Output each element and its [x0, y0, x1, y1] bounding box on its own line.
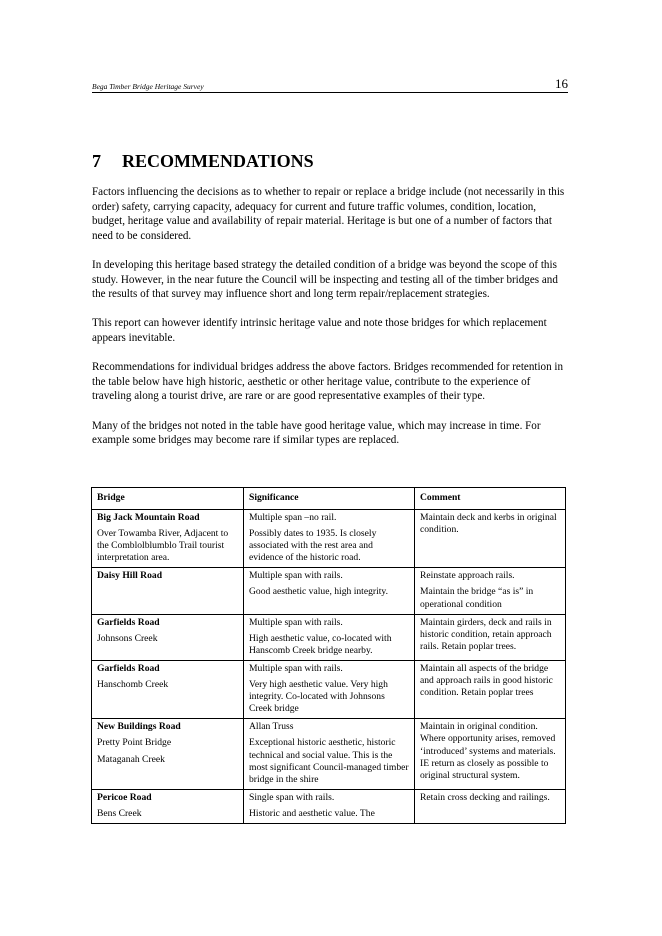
significance-cell: [244, 614, 415, 660]
column-header-significance: Significance: [244, 488, 415, 510]
page-header: [92, 78, 568, 93]
paragraph: This report can however identify intrinsic heritage value and note those bridges for which replacement appears inevitable.: [92, 317, 547, 344]
comment-cell: [415, 660, 566, 718]
significance-text: Historic and aesthetic value. The: [249, 807, 375, 819]
header-title: Bega Timber Bridge Heritage Survey: [92, 82, 204, 91]
bridge-road: Garfields Road: [97, 616, 160, 628]
significance-cell: [244, 660, 415, 718]
bridge-type: Multiple span with rails.: [249, 616, 343, 628]
table-row: [92, 568, 566, 614]
paragraph: Many of the bridges not noted in the table have good heritage value, which may increase in time. For example some bridges may become rare if similar types are replaced.: [92, 419, 541, 447]
comment-text: Maintain girders, deck and rails in historic condition, retain approach rails. Retain poplar trees.: [420, 616, 552, 652]
table-row: [92, 614, 566, 660]
significance-cell: [244, 568, 415, 614]
recommendations-table: [91, 487, 566, 824]
bridge-name: Pretty Point Bridge: [97, 737, 172, 749]
column-header-bridge: Bridge: [92, 488, 244, 510]
bridge-road: Garfields Road: [97, 662, 160, 674]
significance-cell: [244, 719, 415, 789]
comment-cell: [415, 789, 566, 823]
bridge-road: Pericoe Road: [97, 791, 152, 803]
table-row: [92, 660, 566, 718]
comment-text: Reinstate approach rails.: [420, 570, 515, 582]
table-header-row: [92, 488, 566, 510]
comment-text: Maintain all aspects of the bridge and approach rails in good historic condition. Retain poplar trees: [420, 662, 553, 699]
bridge-cell: [92, 510, 244, 568]
significance-cell: [244, 510, 415, 568]
comment-cell: [415, 568, 566, 614]
bridge-location: Bens Creek: [97, 807, 142, 819]
bridge-cell: [92, 568, 244, 614]
paragraph: Recommendations for individual bridges address the above factors. Bridges recommended for retention in the table below have high historic, aesthetic or other heritage value, contribute to the experience of traveling along a tourist drive, are rare or are good representative examples of their type.: [92, 361, 564, 403]
section-heading: [92, 151, 314, 172]
comment-cell: [415, 614, 566, 660]
page-number: 16: [555, 76, 568, 91]
significance-cell: [244, 789, 415, 823]
bridge-road: Daisy Hill Road: [97, 570, 163, 582]
section-title: RECOMMENDATIONS: [122, 151, 314, 171]
column-header-comment: Comment: [415, 488, 566, 510]
significance-text: Good aesthetic value, high integrity.: [249, 586, 388, 598]
bridge-cell: [92, 660, 244, 718]
bridge-cell: [92, 789, 244, 823]
comment-cell: [415, 510, 566, 568]
body-text: [92, 185, 567, 462]
comment-cell: [415, 719, 566, 789]
paragraph: In developing this heritage based strategy the detailed condition of a bridge was beyond the scope of this study. However, in the near future the Council will be inspecting and testing all of the timber bridges and the results of that survey may influence short and long term repair/replacement strategies.: [92, 258, 558, 301]
comment-text: Maintain the bridge “as is” in operational condition: [420, 586, 534, 610]
comment-text: Maintain deck and kerbs in original condition.: [420, 512, 557, 536]
bridge-location: Mataganah Creek: [97, 753, 165, 765]
comment-text: Maintain in original condition. Where opportunity arises, removed ‘introduced’ systems and materials. IE return as closely as possible to original structural system.: [420, 721, 556, 781]
significance-text: Exceptional historic aesthetic, historic technical and social value. This is the most significant Council-managed timber bridge in the shire: [249, 737, 409, 785]
comment-text: Retain cross decking and railings.: [420, 791, 550, 803]
table-row: [92, 789, 566, 823]
bridge-location: Over Towamba River, Adjacent to the Comblolblumblo Trail tourist interpretation area.: [97, 528, 229, 564]
bridge-type: Multiple span –no rail.: [249, 512, 337, 523]
significance-text: High aesthetic value, co-located with Hanscomb Creek bridge nearby.: [249, 632, 392, 656]
significance-text: Possibly dates to 1935. Is closely associated with the rest area and evidence of the historic road.: [249, 528, 377, 564]
bridge-cell: [92, 719, 244, 789]
bridge-road: Big Jack Mountain Road: [97, 512, 200, 523]
significance-text: Very high aesthetic value. Very high integrity. Co-located with Johnsons Creek bridge: [249, 679, 388, 715]
bridge-type: Single span with rails.: [249, 791, 335, 803]
bridge-location: Johnsons Creek: [97, 632, 158, 644]
bridge-cell: [92, 614, 244, 660]
bridge-location: Hanschomb Creek: [97, 679, 169, 691]
paragraph: Factors influencing the decisions as to whether to repair or replace a bridge include (not necessarily in this order) safety, carrying capacity, adequacy for current and future traffic volumes, condition, location, budget, heritage value and availability of repair material. Heritage is but one of a number of factors that need to be considered.: [92, 186, 565, 242]
bridge-type: Multiple span with rails.: [249, 570, 343, 582]
bridge-road: New Buildings Road: [97, 721, 181, 733]
table-row: [92, 719, 566, 789]
bridge-type: Allan Truss: [249, 721, 294, 733]
bridge-type: Multiple span with rails.: [249, 662, 343, 674]
table-row: [92, 510, 566, 568]
section-number: 7: [92, 151, 101, 171]
